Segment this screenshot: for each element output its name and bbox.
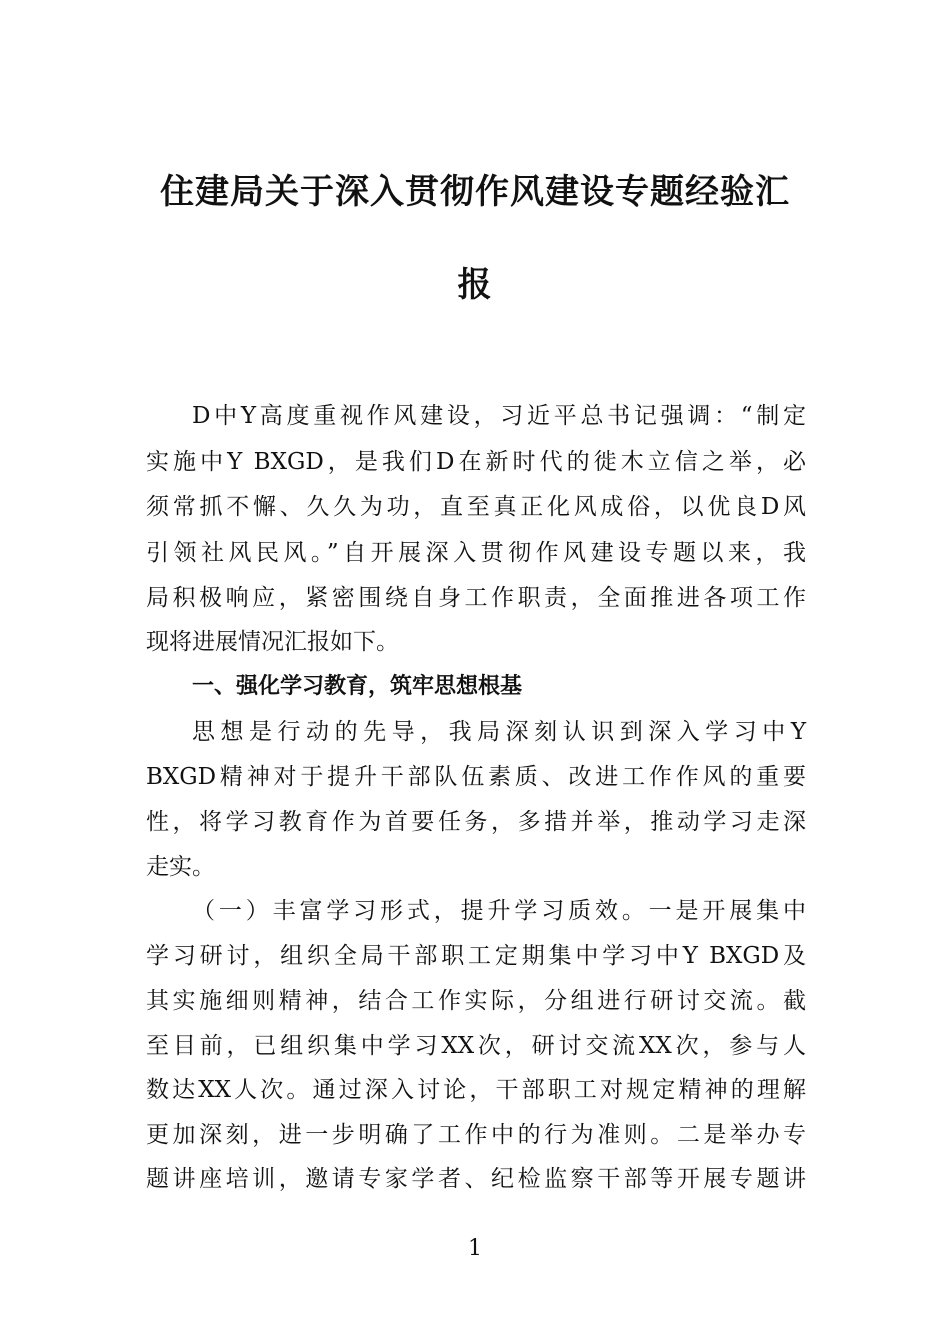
sub1-line-4: 至目前，已组织集中学习XX次，研讨交流XX次，参与人 bbox=[146, 1033, 806, 1059]
section1-line-3: 性，将学习教育作为首要任务，多措并举，推动学习走深 bbox=[146, 809, 806, 835]
intro-line-6: 现将进展情况汇报如下。 bbox=[146, 629, 399, 655]
sub1-line-2: 学习研讨，组织全局干部职工定期集中学习中Y BXGD及 bbox=[146, 943, 806, 969]
section1-line-4: 走实。 bbox=[146, 854, 215, 880]
section-heading-1: 一、强化学习教育，筑牢思想根基 bbox=[192, 674, 523, 699]
sub1-line-6: 更加深刻，进一步明确了工作中的行为准则。二是举办专 bbox=[146, 1122, 806, 1148]
page-number: 1 bbox=[468, 1236, 482, 1261]
intro-line-4: 引领社风民风。”自开展深入贯彻作风建设专题以来，我 bbox=[146, 540, 806, 566]
document-title-line-1: 住建局关于深入贯彻作风建设专题经验汇 bbox=[160, 172, 790, 212]
document-title-line-2: 报 bbox=[457, 265, 493, 305]
sub1-line-3: 其实施细则精神，结合工作实际，分组进行研讨交流。截 bbox=[146, 988, 806, 1014]
section1-line-1: 思想是行动的先导，我局深刻认识到深入学习中Y bbox=[192, 719, 806, 745]
intro-line-5: 局积极响应，紧密围绕自身工作职责，全面推进各项工作 bbox=[146, 585, 806, 611]
intro-line-3: 须常抓不懈、久久为功，直至真正化风成俗，以优良D风 bbox=[146, 494, 806, 520]
sub1-line-1: （一）丰富学习形式，提升学习质效。一是开展集中 bbox=[192, 898, 806, 924]
sub1-line-7: 题讲座培训，邀请专家学者、纪检监察干部等开展专题讲 bbox=[146, 1166, 806, 1192]
section1-line-2: BXGD精神对于提升干部队伍素质、改进工作作风的重要 bbox=[146, 764, 806, 790]
sub1-line-5: 数达XX人次。通过深入讨论，干部职工对规定精神的理解 bbox=[146, 1077, 806, 1103]
intro-line-2: 实施中Y BXGD，是我们D在新时代的徙木立信之举，必 bbox=[146, 449, 806, 475]
intro-line-1: D中Y高度重视作风建设，习近平总书记强调：“制定 bbox=[192, 403, 806, 429]
